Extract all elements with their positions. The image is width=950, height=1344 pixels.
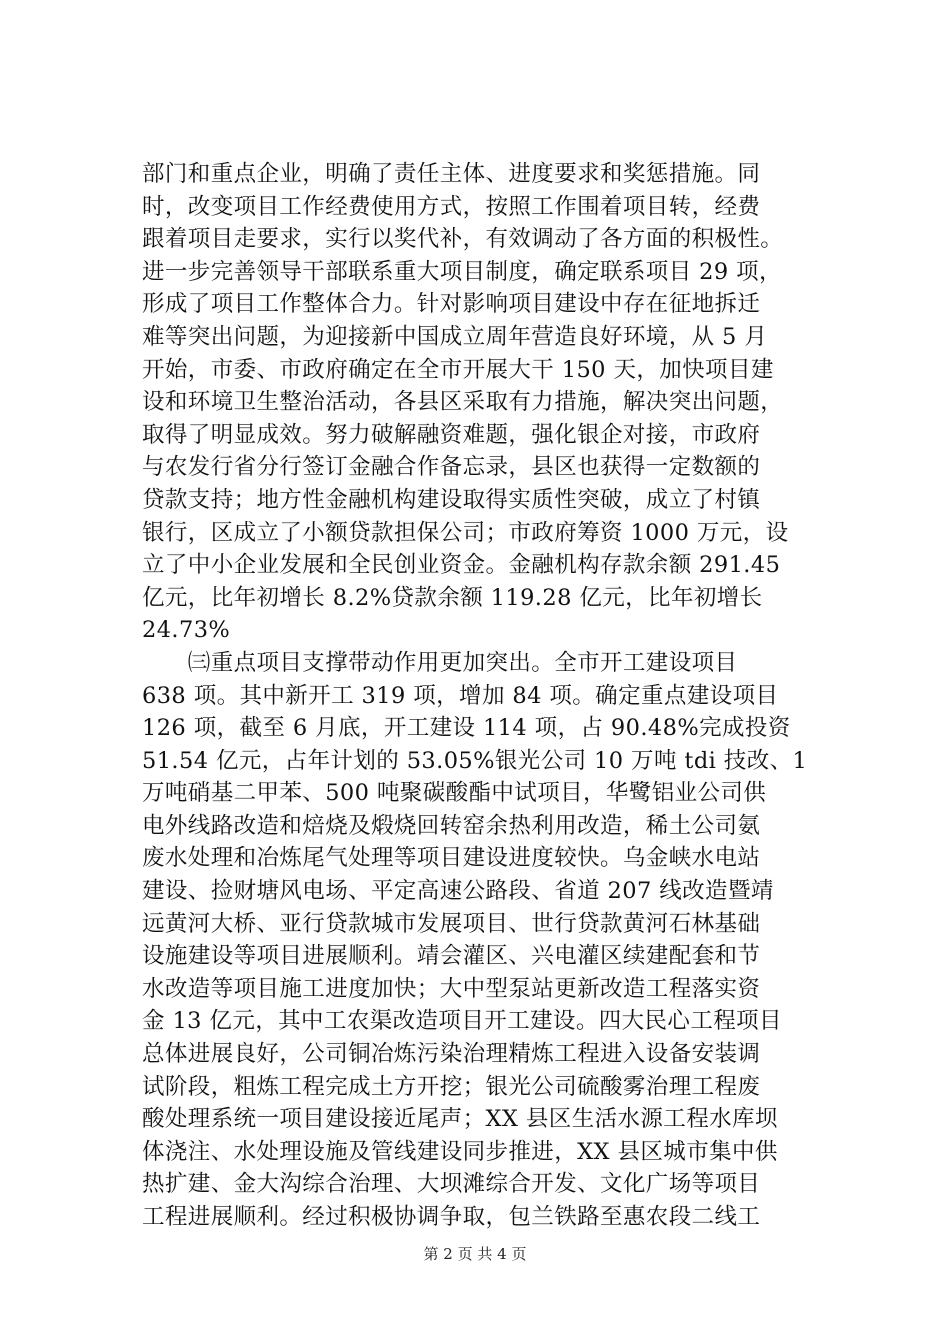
text-line: 体浇注、水处理设施及管线建设同步推进，XX 县区城市集中供: [142, 1138, 778, 1165]
text-line: 与农发行省分行签订金融合作备忘录，县区也获得一定数额的: [142, 454, 761, 481]
text-line: 酸处理系统一项目建设接近尾声；XX 县区生活水源工程水库坝: [142, 1106, 778, 1133]
text-line: 试阶段，粗炼工程完成土方开挖；银光公司硫酸雾治理工程废: [142, 1073, 761, 1100]
text-line: 银行，区成立了小额贷款担保公司；市政府筹资 1000 万元，设: [142, 519, 789, 546]
text-line: 形成了项目工作整体合力。针对影响项目建设中存在征地拆迁: [142, 291, 761, 318]
text-line: 跟着项目走要求，实行以奖代补，有效调动了各方面的积极性。: [142, 226, 784, 253]
text-line: 万吨硝基二甲苯、500 吨聚碳酸酯中试项目，华鹭铝业公司供: [142, 780, 767, 807]
text-line: 126 项，截至 6 月底，开工建设 114 项，占 90.48%完成投资: [142, 715, 791, 742]
text-line: 难等突出问题，为迎接新中国成立周年营造良好环境，从 5 月: [142, 323, 768, 350]
text-line: 总体进展良好，公司铜冶炼污染治理精炼工程进入设备安装调: [142, 1041, 761, 1068]
text-line: ㈢重点项目支撑带动作用更加突出。全市开工建设项目: [142, 649, 738, 676]
text-line: 24.73%: [142, 617, 231, 644]
text-line: 贷款支持；地方性金融机构建设取得实质性突破，成立了村镇: [142, 486, 761, 513]
body-text: [142, 158, 862, 1234]
text-line: 开始，市委、市政府确定在全市开展大干 150 天，加快项目建: [142, 356, 774, 383]
text-line: 工程进展顺利。经过积极协调争取，包兰铁路至惠农段二线工: [142, 1204, 761, 1230]
text-line: 51.54 亿元，占年计划的 53.05%银光公司 10 万吨 tdi 技改、1: [142, 747, 808, 774]
text-line: 设施建设等项目进展顺利。靖会灌区、兴电灌区续建配套和节: [142, 943, 761, 970]
text-line: 水改造等项目施工进度加快；大中型泵站更新改造工程落实资: [142, 975, 761, 1002]
page-footer: 第 2 页 共 4 页: [423, 1245, 527, 1263]
text-line: 亿元，比年初增长 8.2%贷款余额 119.28 亿元，比年初增长: [142, 584, 763, 611]
text-line: 热扩建、金大沟综合治理、大坝滩综合开发、文化广场等项目: [142, 1171, 761, 1198]
text-line: 金 13 亿元，其中工农渠改造项目开工建设。四大民心工程项目: [142, 1008, 782, 1035]
text-line: 取得了明显成效。努力破解融资难题，强化银企对接，市政府: [142, 421, 761, 448]
text-line: 设和环境卫生整治活动，各县区采取有力措施，解决突出问题，: [142, 389, 784, 416]
text-line: 时，改变项目工作经费使用方式，按照工作围着项目转，经费: [142, 193, 761, 220]
text-line: 部门和重点企业，明确了责任主体、进度要求和奖惩措施。同: [142, 161, 761, 187]
text-line: 废水处理和冶炼尾气处理等项目建设进度较快。乌金峡水电站: [142, 845, 761, 872]
text-line: 638 项。其中新开工 319 项，增加 84 项。确定重点建设项目: [142, 682, 779, 709]
text-line: 立了中小企业发展和全民创业资金。金融机构存款余额 291.45: [142, 552, 781, 579]
text-line: 电外线路改造和焙烧及煅烧回转窑余热利用改造，稀土公司氨: [142, 812, 761, 839]
text-line: 远黄河大桥、亚行贷款城市发展项目、世行贷款黄河石林基础: [142, 910, 761, 937]
text-line: 建设、捡财塘风电场、平定高速公路段、省道 207 线改造暨靖: [142, 878, 774, 905]
text-line: 进一步完善领导干部联系重大项目制度，确定联系项目 29 项，: [142, 258, 782, 285]
